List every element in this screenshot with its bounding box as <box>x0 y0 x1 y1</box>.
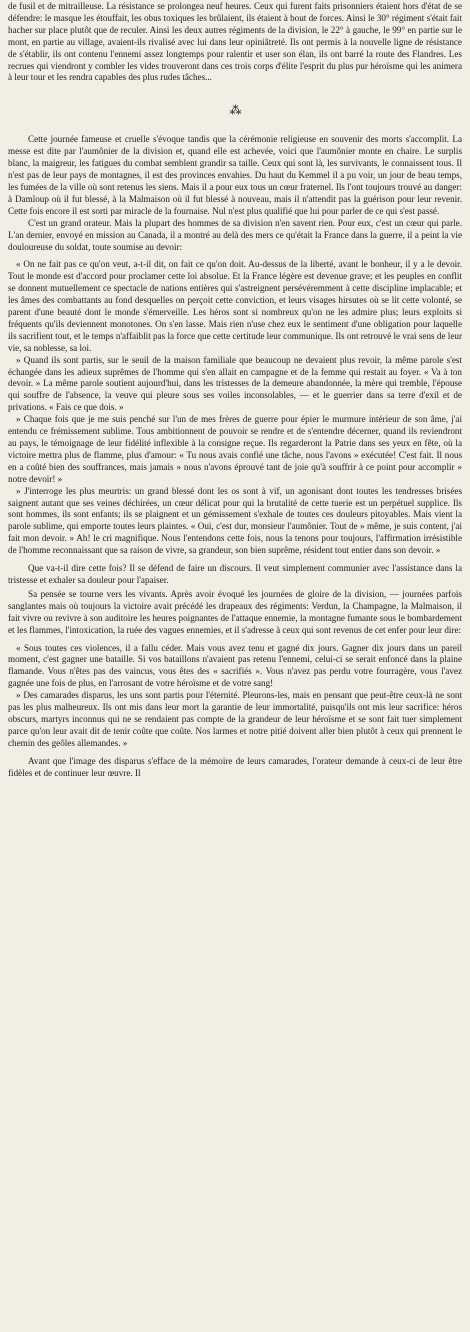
paragraph-quote-wounded: » J'interroge les plus meurtris: un grand blessé dont les os sont à vif, un agonisant dont toutes les tendresses brisées saignent autant que ses veines déchirées, un cœur délicat pour qui la brutalité de cette tuerie est un perpétuel supplice. Ils sont hommes, ils sont enfants; ils se plaignent et un gémissement s'exhale de toutes ces douleurs pitoyables. Mais vient la parole sublime, qui emporte toutes leurs plaintes. « Oui, c'est dur, monsieur l'aumônier. Tout de » même, je suis content, j'ai fait mon devoir. » Ah! le cri magnifique. Nous l'entendons cette fois, nous la tenons pour toujours, l'affirmation irrésistible de l'homme reconnaissant que sa raison de vivre, sa grandeur, son bien suprême, résident tout entier dans son devoir. » <box>8 485 462 556</box>
paragraph-quote-duty: « On ne fait pas ce qu'on veut, a-t-il dit, on fait ce qu'on doit. Au-dessus de la liberté, avant le bonheur, il y a le devoir. Tout le monde est d'accord pour proclamer cette loi absolue. Et la France légère est devenue grave; et les peuples en conflit se donnent mutuellement ce spectacle de nations entières qui s'astreignent persévéremment à cette discipline implacable; et les âmes des combattants au fond desquelles on perçoit cette conviction, et leurs visages hirsutes où se lit cette volonté, se parent d'une beauté dont le monde s'émerveille. Les héros sont si nombreux qu'on ne les admire plus; leurs exploits si fréquents qu'ils deviennent monotones. On s'en lasse. Mais rien n'use chez eux le sentiment d'une obligation pour laquelle ils sacrifient tout, et le temps n'affaiblit pas la force que cette certitude leur communique. Ils ont retrouvé le vrai sens de leur vie, sa noblesse, sa loi. <box>8 259 462 353</box>
paragraph-living: Sa pensée se tourne vers les vivants. Après avoir évoqué les journées de gloire de la division, — journées parfois sanglantes mais où toujours la victoire avait précédé les drapeaux des régiments: Verdun, la Champagne, la Malmaison, il fait vivre ou revivre à son auditoire les heures poignantes de l'attaque ennemie, la montagne fumante sous le bombardement et les flammes, l'intoxication, la ruée des vagues ennemies, et il s'adresse à ceux qui sont revenus de cet enfer pour leur dire: <box>8 588 462 635</box>
paragraph-closing: Avant que l'image des disparus s'efface de la mémoire de leurs camarades, l'orateur demande à ceux-ci de leur être fidèles et de continuer leur œuvre. Il <box>8 755 462 778</box>
section-separator-asterism: ⁂ <box>229 103 241 118</box>
paragraph-orator: C'est un grand orateur. Mais la plupart des hommes de sa division n'en savent rien. Pour eux, c'est un cœur qui parle. L'an dernier, envoyé en mission au Canada, il a montré au delà des mers ce qu'était la France dans la guerre, il a peint la vie douloureuse du soldat, toute soumise au devoir: <box>8 217 462 252</box>
paragraph-what-will-he-say: Que va-t-il dire cette fois? Il se défend de faire un discours. Il veut simplement communier avec l'assistance dans la tristesse et exhaler sa douleur pour l'apaiser. <box>8 563 462 585</box>
paragraph-ceremony: Cette journée fameuse et cruelle s'évoque tandis que la cérémonie religieuse en souvenir des morts s'accomplit. La messe est dite par l'aumônier de la division et, quand elle est achevée, voici que l'aumônier monte en chaire. Le surplis blanc, la maigreur, les fatigues du combat semblent grandir sa taille. Ceux qui sont là, les survivants, le connaissent tous. Il n'est pas de leur pays de montagnes, il est des provinces envahies. Du haut du Kemmel il a pu voir, un jour de beau temps, les fumées de la ville où sont retenus les siens. Mais il a pour eux tous un cœur fraternel. Ils l'ont toujours trouvé au danger: à Damloup où il fut blessé, à la Malmaison où il fut blessé à nouveau, mais il n'attendit pas la guérison pour leur revenir. Cette fois encore il est sorti par miracle de la fournaise. Nul n'est plus qualifié que lui pour parler de ce qui s'est passé. <box>8 134 462 216</box>
paragraph-quote-departure: » Quand ils sont partis, sur le seuil de la maison familiale que beaucoup ne devaient plus revoir, la même parole s'est échangée dans les adieux suprêmes de l'homme qui s'en allait en campagne et de la femme qui restait au foyer. « Va à ton devoir. » La même parole soutient aujourd'hui, dans les tristesses de la demeure abandonnée, la mère qui tremble, l'épouse qui souffre de l'absence, la veuve qui pleure sous ses voiles inconsolables, — et le guerrier dans sa terre d'exil et de privations. « Fais ce que dois. » <box>8 354 462 413</box>
paragraph-quote-brothers: » Chaque fois que je me suis penché sur l'un de mes frères de guerre pour épier le murmure intérieur de son âme, j'ai entendu ce frémissement sublime. Tous ambitionnent de pouvoir se rendre et de s'entendre décerner, quand ils reviendront au pays, le témoignage de leur fidélité inflexible à la consigne reçue. Ils regarderont la Patrie dans ses yeux en fête, où la victoire mettra plus de flamme, plus d'amour: « Tu nous avais confié une tâche, nous l'avons » exécutée! C'est fait. Il nous en a coûté bien des souffrances, mais jamais » nous n'avons éprouvé tant de joie qu'à souffrir à ce point pour accomplir » notre devoir! » <box>8 414 462 484</box>
paragraph-quote-missing: » Des camarades disparus, les uns sont partis pour l'éternité. Pleurons-les, mais en pensant que peut-être ceux-là ne sont pas les plus malheureux. Ils ont mis dans leur mort la garantie de leur immortalité, puisqu'ils ont mis leur sacrifice: héros obscurs, martyrs inconnus qui ne se rendaient pas compte de la grandeur de leur héroïsme et se sont fait tuer simplement parce qu'on leur avait dit de tenir coûte que coûte. Nos larmes et notre pitié doivent aller bien plutôt à ceux qui prennent le chemin des geôles allemandes. » <box>8 690 462 748</box>
paragraph-quote-ten-days: « Sous toutes ces violences, il a fallu céder. Mais vous avez tenu et gagné dix jours. Gagner dix jours dans un pareil moment, c'est gagner une bataille. Si vos bataillons n'avaient pas retenu l'ennemi, celui-ci se serait enfoncé dans la plaine flamande. Vous n'êtes pas des vaincus, vous êtes des « sacrifiés ». Vous n'avez pas perdu votre fourragère, vous l'avez gagnée une fois de plus, en l'arrosant de votre héroïsme et de votre sang! <box>8 642 462 689</box>
paragraph-opening-continuation: de fusil et de mitrailleuse. La résistance se prolongea neuf heures. Ceux qui furent faits prisonniers étaient hors d'état de se défendre: le masque les étouffait, les obus toxiques les brûlaient, ils étaient à bout de forces. Ainsi le 30° régiment s'était fait hacher sur place plutôt que de reculer. Ainsi les deux autres régiments de la division, le 22° à gauche, le 99° en partie sur le mont, en partie au village, avaient-ils rivalisé avec lui dans leur opiniâtreté. Ils ont permis à la nouvelle ligne de résistance de s'établir, ils ont contenu l'ennemi assez longtemps pour ralentir et user son élan, ils ont barré la route des Flandres. Les recrues qui viendront y combler les vides trouveront dans ces trois corps d'élite l'esprit du plus pur héroïsme qui les animera à leur tour et les rendra capables des plus rudes tâches... <box>8 1 462 83</box>
